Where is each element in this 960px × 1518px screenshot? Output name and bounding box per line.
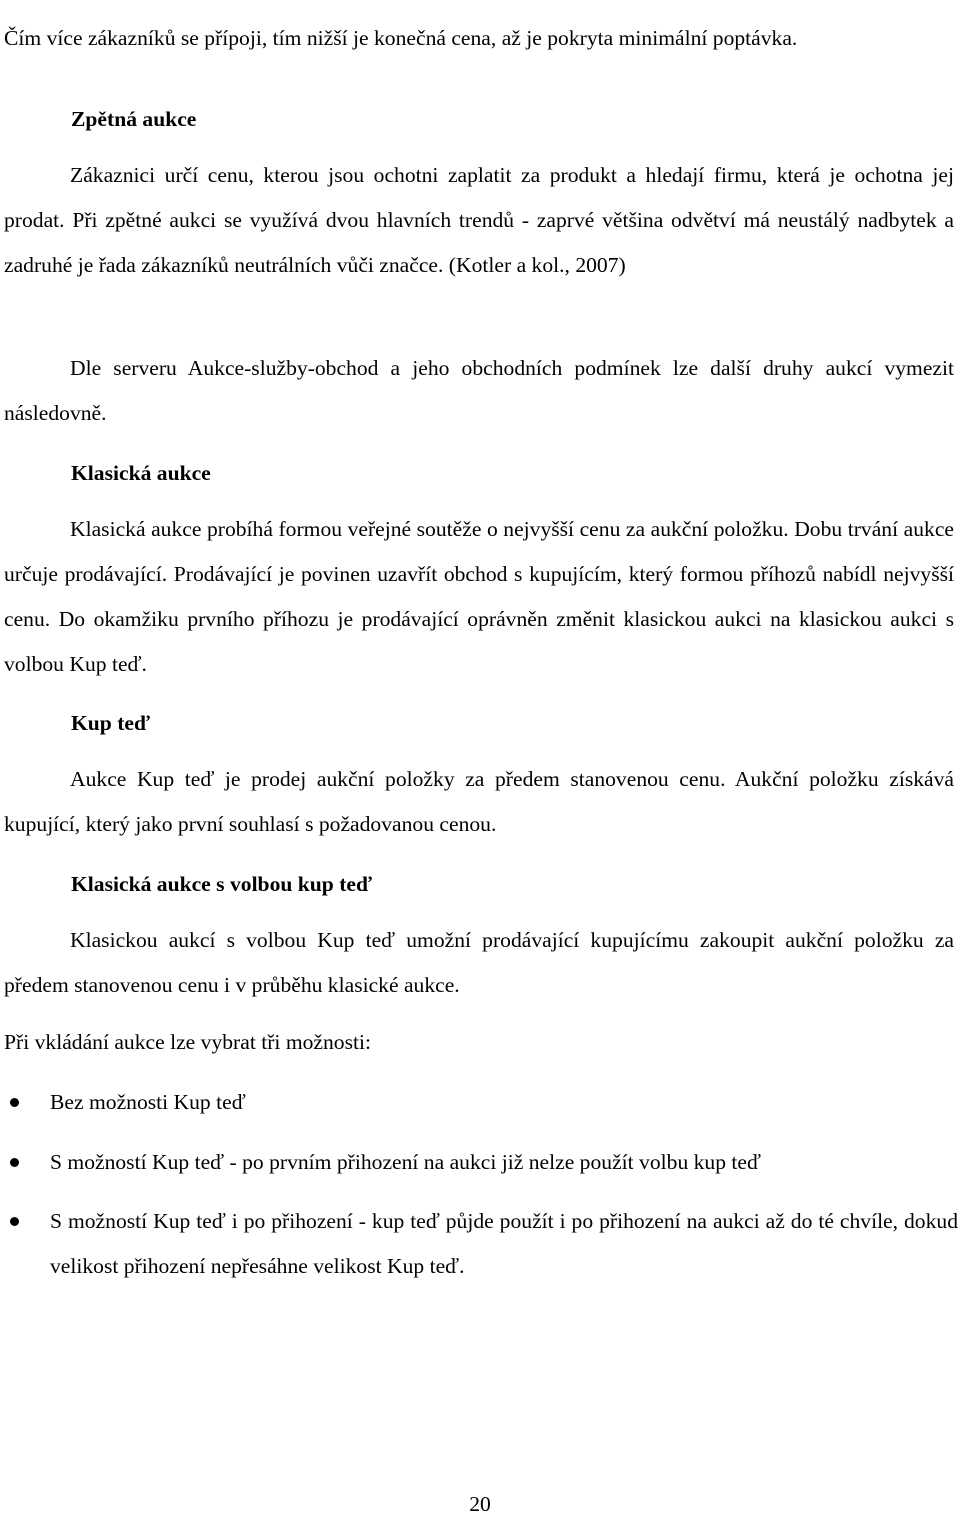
paragraph-options-intro: Při vkládání aukce lze vybrat tři možnosti: — [4, 1030, 371, 1054]
paragraph-reverse-auction: Zákaznici určí cenu, kterou jsou ochotni zaplatit za produkt a hledají firmu, která je ochotna jej prodat. Při zpětné aukci se využívá dvou hlavních trendů - zaprvé většina odvětví má neustálý nadbytek a zadruhé je řada zákazníků neutrálních vůči značce. (Kotler a kol., 2007) — [4, 163, 954, 277]
paragraph-classic-auction: Klasická aukce probíhá formou veřejné soutěže o nejvyšší cenu za aukční položku. Dobu trvání aukce určuje prodávající. Prodávající je povinen uzavřít obchod s kupujícím, který formou příhozů nabídl nejvyšší cenu. Do okamžiku prvního příhozu je prodávající oprávněn změnit klasickou aukci na klasickou aukci s volbou Kup teď. — [4, 517, 954, 676]
list-item-text: S možností Kup teď - po prvním přihození na aukci již nelze použít volbu kup teď — [50, 1150, 761, 1174]
paragraph-buy-now: Aukce Kup teď je prodej aukční položky za předem stanovenou cenu. Aukční položku získává kupující, který jako první souhlasí s požadovanou cenou. — [4, 767, 954, 836]
paragraph-intro: Čím více zákazníků se přípoji, tím nižší je konečná cena, až je pokryta minimální poptávka. — [4, 26, 798, 50]
heading-classic-auction: Klasická aukce — [71, 461, 211, 485]
paragraph-server-terms: Dle serveru Aukce-služby-obchod a jeho obchodních podmínek lze další druhy aukcí vymezit následovně. — [4, 356, 954, 425]
list-item-text: S možností Kup teď i po přihození - kup teď půjde použít i po přihození na aukci až do té chvíle, dokud velikost přihození nepřesáhne velikost Kup teď. — [50, 1209, 958, 1278]
heading-buy-now: Kup teď — [71, 711, 150, 735]
list-item-text: Bez možnosti Kup teď — [50, 1090, 246, 1114]
bullet-icon — [10, 1098, 19, 1107]
page-number: 20 — [469, 1492, 491, 1516]
heading-reverse-auction: Zpětná aukce — [71, 107, 197, 131]
paragraph-classic-with-buy-now: Klasickou aukcí s volbou Kup teď umožní prodávající kupujícímu zakoupit aukční položku za předem stanovenou cenu i v průběhu klasické aukce. — [4, 928, 954, 997]
heading-classic-with-buy-now: Klasická aukce s volbou kup teď — [71, 872, 372, 896]
bullet-icon — [10, 1158, 19, 1167]
bullet-icon — [10, 1217, 19, 1226]
